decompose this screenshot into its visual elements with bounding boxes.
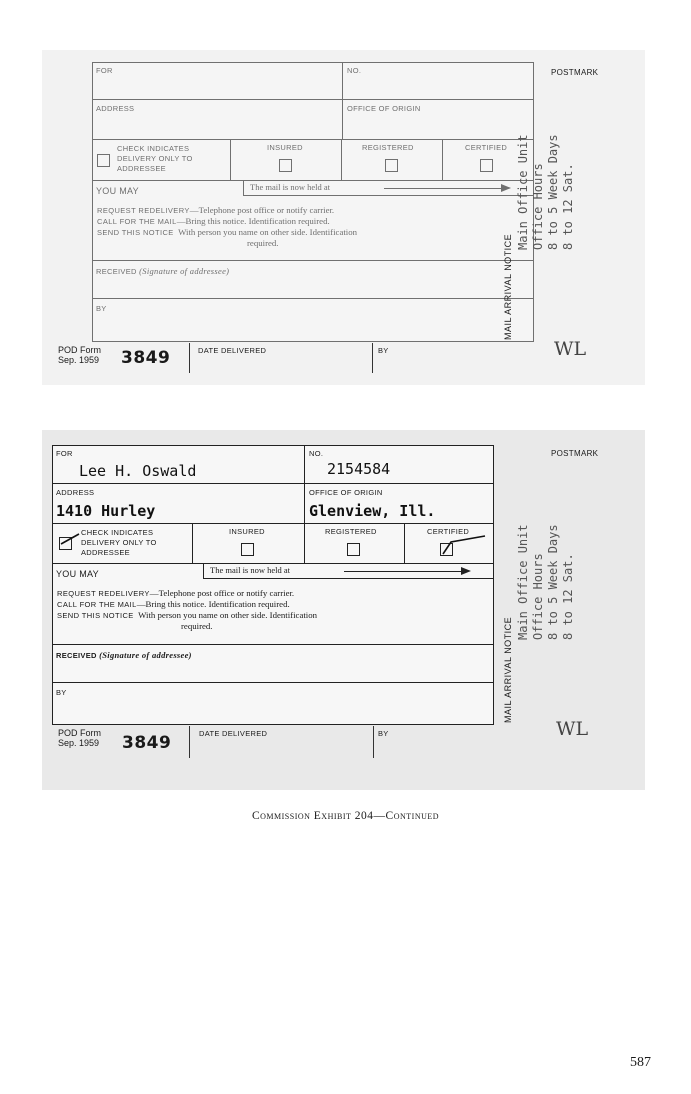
- initials-mark: WL: [554, 338, 587, 360]
- certified-label: CERTIFIED: [427, 527, 470, 536]
- mail-held-label: The mail is now held at: [250, 182, 331, 192]
- exhibit-caption: Commission Exhibit 204—Continued: [251, 810, 440, 822]
- received-label: RECEIVED (Signature of addressee): [96, 266, 230, 276]
- date-delivered-label: DATE DELIVERED: [199, 729, 268, 738]
- office-of-origin-value: Glenview, Ill.: [309, 502, 436, 520]
- pod-form-label: POD Form Sep. 1959: [58, 728, 102, 748]
- page-number: 587: [630, 1055, 651, 1070]
- addressee-name: Lee H. Oswald: [79, 462, 197, 480]
- certified-checkbox: [480, 159, 493, 172]
- postmark-label: POSTMARK: [551, 68, 599, 77]
- addressee-only-checkbox: [97, 154, 110, 167]
- registered-checkbox: [385, 159, 398, 172]
- check-mark-icon: [441, 534, 487, 558]
- office-hours-stamp: Main Office Unit Office Hours 8 to 5 Week Days 8 to 12 Sat.: [516, 134, 575, 250]
- by-label: BY: [56, 688, 67, 697]
- you-may-label: YOU MAY: [96, 186, 139, 196]
- article-number: 2154584: [327, 460, 391, 478]
- pod-form-label: POD Form Sep. 1959: [58, 345, 102, 365]
- registered-label: REGISTERED: [325, 527, 377, 536]
- pod-form-number: 3849: [121, 348, 171, 368]
- redelivery-instructions: REQUEST REDELIVERY—Telephone post office or notify carrier. CALL FOR THE MAIL—Bring this notice. Identification required. SEND THIS NOTICE With person you name on other side. Identification required.: [97, 205, 358, 248]
- for-label: FOR: [96, 66, 113, 75]
- faded-notice-form: [92, 62, 534, 342]
- date-delivered-label: DATE DELIVERED: [198, 346, 267, 355]
- filled-notice-scan: [42, 430, 645, 790]
- check-indicates-label: CHECK INDICATES DELIVERY ONLY TO ADDRESSEE: [117, 144, 193, 173]
- check-mark-icon: [59, 532, 81, 548]
- mail-arrival-notice-label: MAIL ARRIVAL NOTICE: [503, 616, 513, 723]
- by-delivered-label: BY: [378, 729, 389, 738]
- office-hours-stamp: Main Office Unit Office Hours 8 to 5 Week Days 8 to 12 Sat.: [516, 524, 575, 640]
- certified-label: CERTIFIED: [465, 143, 508, 152]
- insured-label: INSURED: [267, 143, 303, 152]
- postmark-label: POSTMARK: [551, 449, 599, 458]
- insured-label: INSURED: [229, 527, 265, 536]
- address-label: ADDRESS: [56, 488, 95, 497]
- office-of-origin-label: OFFICE OF ORIGIN: [309, 488, 383, 497]
- you-may-label: YOU MAY: [56, 569, 99, 579]
- addressee-address: 1410 Hurley: [56, 502, 156, 520]
- mail-arrival-notice-label: MAIL ARRIVAL NOTICE: [503, 233, 513, 340]
- check-indicates-label: CHECK INDICATES DELIVERY ONLY TO ADDRESSEE: [81, 528, 157, 557]
- registered-label: REGISTERED: [362, 143, 414, 152]
- filled-notice-form: [52, 445, 494, 725]
- by-label: BY: [96, 304, 107, 313]
- for-label: FOR: [56, 449, 73, 458]
- office-of-origin-label: OFFICE OF ORIGIN: [347, 104, 421, 113]
- insured-checkbox: [279, 159, 292, 172]
- faded-notice-scan: [42, 50, 645, 385]
- pod-form-number: 3849: [122, 733, 172, 753]
- by-delivered-label: BY: [378, 346, 389, 355]
- number-label: NO.: [309, 449, 324, 458]
- registered-checkbox: [347, 543, 360, 556]
- address-label: ADDRESS: [96, 104, 135, 113]
- received-label: RECEIVED (Signature of addressee): [56, 650, 192, 660]
- insured-checkbox: [241, 543, 254, 556]
- mail-held-label: The mail is now held at: [210, 565, 291, 575]
- number-label: NO.: [347, 66, 362, 75]
- initials-mark: WL: [556, 718, 589, 740]
- redelivery-instructions: REQUEST REDELIVERY—Telephone post office or notify carrier. CALL FOR THE MAIL—Bring this notice. Identification required. SEND THIS NOTICE With person you name on other side. Identification required.: [57, 588, 318, 631]
